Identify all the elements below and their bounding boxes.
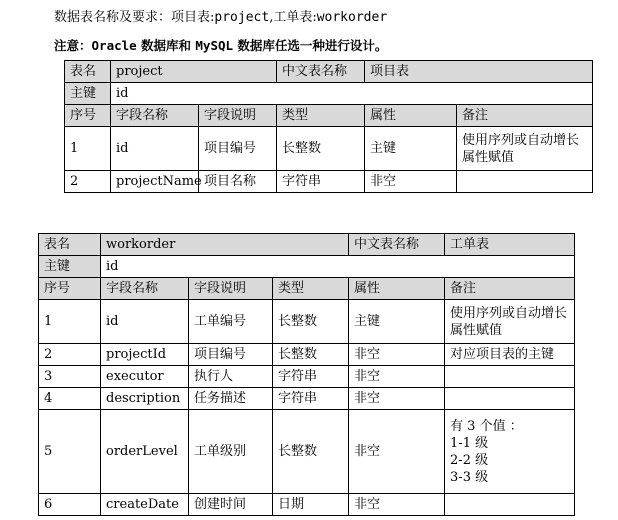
mysql-label: MySQL bbox=[195, 38, 234, 53]
table-cell: 字符串 bbox=[273, 388, 349, 410]
table-cell: 1 bbox=[39, 300, 101, 344]
table-cell: id bbox=[111, 127, 199, 171]
table-cell: projectId bbox=[101, 344, 189, 366]
level-note-cell bbox=[445, 410, 575, 494]
table-cell: 非空 bbox=[349, 344, 445, 366]
table-cell: 5 bbox=[39, 410, 101, 494]
table-name-label: 表名 bbox=[65, 61, 111, 83]
table-cell: 非空 bbox=[349, 494, 445, 516]
table-cell: projectName bbox=[111, 171, 199, 193]
table-cell: 6 bbox=[39, 494, 101, 516]
attention-note bbox=[54, 36, 387, 54]
table-row bbox=[39, 344, 575, 366]
table-cell: executor bbox=[101, 366, 189, 388]
table-cell: 字符串 bbox=[277, 171, 365, 193]
primary-key-value: id bbox=[101, 256, 575, 278]
table-cell: 2 bbox=[65, 171, 111, 193]
table-cell: 日期 bbox=[273, 494, 349, 516]
level-note-line: 1-1 级 bbox=[450, 435, 489, 451]
project-table bbox=[64, 60, 593, 193]
header-cell: 类型 bbox=[273, 278, 349, 300]
header-cell: 备注 bbox=[445, 278, 575, 300]
workorder-table-name: workorder bbox=[316, 10, 388, 25]
header-row bbox=[39, 278, 575, 300]
header-cell: 备注 bbox=[457, 105, 593, 127]
table-row bbox=[39, 410, 575, 494]
table-cell: 主键 bbox=[365, 127, 457, 171]
project-table-name: project bbox=[214, 10, 270, 25]
attention-mid: 数据库和 bbox=[136, 38, 196, 53]
primary-key-label: 主键 bbox=[65, 83, 111, 105]
table-cell: 非空 bbox=[365, 171, 457, 193]
table-cell: orderLevel bbox=[101, 410, 189, 494]
table-cell: id bbox=[101, 300, 189, 344]
cn-name-label: 中文表名称 bbox=[277, 61, 365, 83]
table-name-label: 表名 bbox=[39, 234, 101, 256]
table-row bbox=[65, 171, 593, 193]
table-cell: 执行人 bbox=[189, 366, 273, 388]
header-cell: 属性 bbox=[349, 278, 445, 300]
table-cell bbox=[445, 388, 575, 410]
workorder-table bbox=[38, 233, 575, 516]
table-cell: 项目编号 bbox=[189, 344, 273, 366]
oracle-label: Oracle bbox=[91, 38, 137, 53]
table-cell: 长整数 bbox=[273, 300, 349, 344]
cn-name-label: 中文表名称 bbox=[349, 234, 445, 256]
header-cell: 序号 bbox=[65, 105, 111, 127]
attention-prefix: 注意： bbox=[54, 38, 92, 53]
table-cell: 1 bbox=[65, 127, 111, 171]
table-cell: 长整数 bbox=[273, 344, 349, 366]
table-cell: 创建时间 bbox=[189, 494, 273, 516]
table-cell: 项目名称 bbox=[199, 171, 277, 193]
header-cell: 字段说明 bbox=[199, 105, 277, 127]
table-cell: 任务描述 bbox=[189, 388, 273, 410]
header-cell: 类型 bbox=[277, 105, 365, 127]
requirements-line bbox=[54, 6, 387, 25]
table-cell: 项目编号 bbox=[199, 127, 277, 171]
table-cell: 字符串 bbox=[273, 366, 349, 388]
level-note-line: 3-3 级 bbox=[450, 469, 489, 485]
table-cell: 非空 bbox=[349, 366, 445, 388]
table-cell: 4 bbox=[39, 388, 101, 410]
primary-key-value: id bbox=[111, 83, 593, 105]
table-cell: 主键 bbox=[349, 300, 445, 344]
level-note-line: 2-2 级 bbox=[450, 452, 489, 468]
primary-key-row bbox=[39, 256, 575, 278]
table-cell: 对应项目表的主键 bbox=[445, 344, 575, 366]
table-cell: 非空 bbox=[349, 410, 445, 494]
header-cell: 序号 bbox=[39, 278, 101, 300]
table-cell: 工单级别 bbox=[189, 410, 273, 494]
table-cell: description bbox=[101, 388, 189, 410]
table-cell bbox=[445, 494, 575, 516]
table-cell: 3 bbox=[39, 366, 101, 388]
requirements-prefix: 数据表名称及要求：项目表: bbox=[54, 10, 215, 25]
requirements-mid: ,工单表: bbox=[269, 10, 317, 25]
header-cell: 字段名称 bbox=[101, 278, 189, 300]
table-cell bbox=[457, 171, 593, 193]
table-cell: 工单编号 bbox=[189, 300, 273, 344]
primary-key-row bbox=[65, 83, 593, 105]
table-name-value: project bbox=[111, 61, 277, 83]
header-cell: 属性 bbox=[365, 105, 457, 127]
table-name-row bbox=[65, 61, 593, 83]
table-cell: 非空 bbox=[349, 388, 445, 410]
cn-name-value: 项目表 bbox=[365, 61, 593, 83]
attention-rest: 数据库任选一种进行设计。 bbox=[233, 38, 388, 53]
table-row bbox=[39, 300, 575, 344]
header-cell: 字段名称 bbox=[111, 105, 199, 127]
table-row bbox=[39, 388, 575, 410]
header-cell: 字段说明 bbox=[189, 278, 273, 300]
table-row bbox=[39, 366, 575, 388]
header-row bbox=[65, 105, 593, 127]
table-row bbox=[65, 127, 593, 171]
table-cell bbox=[445, 366, 575, 388]
table-cell: 2 bbox=[39, 344, 101, 366]
primary-key-label: 主键 bbox=[39, 256, 101, 278]
level-note-line: 有 3 个值 ： bbox=[450, 418, 523, 434]
cn-name-value: 工单表 bbox=[445, 234, 575, 256]
table-row bbox=[39, 494, 575, 516]
table-cell: 长整数 bbox=[277, 127, 365, 171]
table-cell: 使用序列或自动增长属性赋值 bbox=[445, 300, 575, 344]
table-name-value: workorder bbox=[101, 234, 349, 256]
table-cell: 长整数 bbox=[273, 410, 349, 494]
table-name-row bbox=[39, 234, 575, 256]
table-cell: createDate bbox=[101, 494, 189, 516]
table-cell: 使用序列或自动增长属性赋值 bbox=[457, 127, 593, 171]
